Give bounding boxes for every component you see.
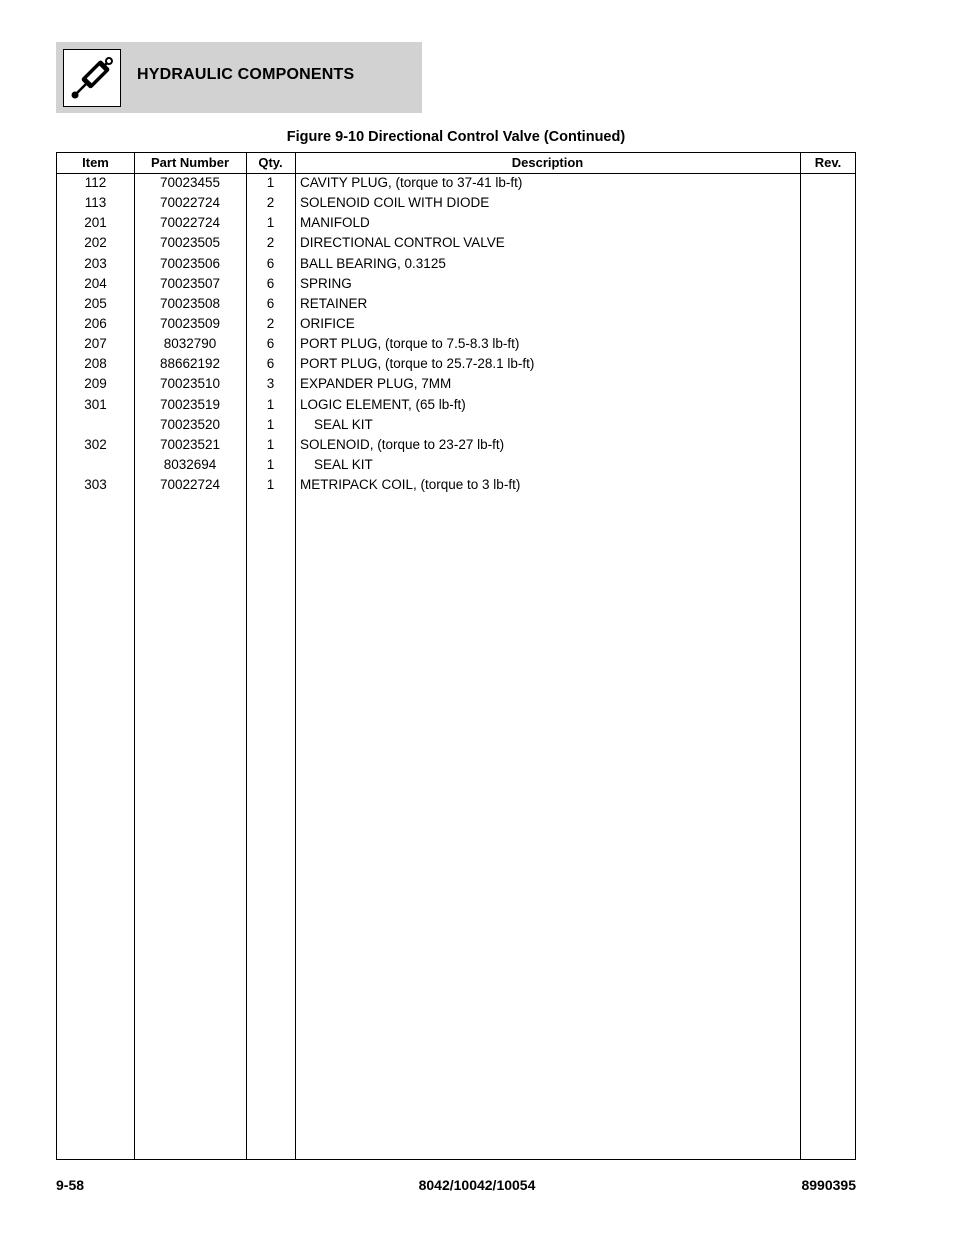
qty-cell: 1 xyxy=(266,175,275,190)
rev-cell xyxy=(800,274,856,294)
part-number-cell: 70023510 xyxy=(159,376,221,392)
description-cell: SOLENOID COIL WITH DIODE xyxy=(300,195,490,211)
rev-cell xyxy=(800,213,856,233)
item-cell: 207 xyxy=(84,336,107,352)
table-row xyxy=(57,314,855,334)
table-row xyxy=(57,415,855,435)
rev-cell xyxy=(800,294,856,314)
qty-cell: 1 xyxy=(266,456,275,472)
part-number-cell: 8032694 xyxy=(163,456,217,472)
figure-title: Figure 9-10 Directional Control Valve (Continued) xyxy=(286,129,626,145)
qty-cell: 2 xyxy=(266,315,275,331)
rev-cell xyxy=(800,415,856,435)
rev-cell xyxy=(800,254,856,274)
table-row xyxy=(57,294,855,314)
description-cell: MANIFOLD xyxy=(300,215,370,231)
part-number-cell: 70023507 xyxy=(159,275,221,291)
table-body xyxy=(57,173,855,495)
description-cell: PORT PLUG, (torque to 25.7-28.1 lb-ft) xyxy=(300,356,535,372)
column-header-rev: Rev. xyxy=(814,155,842,170)
qty-cell: 1 xyxy=(266,215,275,231)
section-title: HYDRAULIC COMPONENTS xyxy=(137,66,355,83)
qty-cell: 6 xyxy=(266,356,275,372)
column-header-description: Description xyxy=(511,155,584,170)
description-cell: BALL BEARING, 0.3125 xyxy=(300,255,446,271)
qty-cell: 3 xyxy=(266,376,275,392)
table-row xyxy=(57,475,855,495)
item-cell: 205 xyxy=(84,295,107,311)
table-row xyxy=(57,435,855,455)
rev-cell xyxy=(800,354,856,374)
part-number-cell: 70023509 xyxy=(159,315,221,331)
rev-cell xyxy=(800,314,856,334)
table-row xyxy=(57,395,855,415)
rev-cell xyxy=(800,233,856,253)
part-number-cell: 70022724 xyxy=(159,215,221,231)
item-cell: 208 xyxy=(84,356,107,372)
item-cell: 302 xyxy=(84,436,107,452)
table-row xyxy=(57,193,855,213)
description-cell: DIRECTIONAL CONTROL VALVE xyxy=(300,235,505,251)
description-cell: ORIFICE xyxy=(300,315,355,331)
description-cell: SPRING xyxy=(300,275,352,291)
part-number-cell: 70023506 xyxy=(159,255,221,271)
hydraulic-cylinder-icon xyxy=(63,49,121,107)
rev-cell xyxy=(800,334,856,354)
part-number-cell: 8032790 xyxy=(163,336,217,352)
item-cell: 112 xyxy=(84,175,107,190)
document-number: 8990395 xyxy=(801,1177,856,1193)
column-header-qty: Qty. xyxy=(258,155,283,170)
part-number-cell: 70022724 xyxy=(159,195,221,211)
description-cell: PORT PLUG, (torque to 7.5-8.3 lb-ft) xyxy=(300,336,520,352)
item-cell: 113 xyxy=(84,195,107,211)
qty-cell: 2 xyxy=(266,195,275,211)
item-cell: 202 xyxy=(84,235,107,251)
rev-cell xyxy=(800,435,856,455)
qty-cell: 1 xyxy=(266,477,275,493)
item-cell xyxy=(57,415,134,435)
part-number-cell: 88662192 xyxy=(159,356,221,372)
description-cell: METRIPACK COIL, (torque to 3 lb-ft) xyxy=(300,477,521,493)
description-cell: CAVITY PLUG, (torque to 37-41 lb-ft) xyxy=(300,175,523,190)
rev-cell xyxy=(800,173,856,193)
qty-cell: 2 xyxy=(266,235,275,251)
qty-cell: 6 xyxy=(266,295,275,311)
description-cell: EXPANDER PLUG, 7MM xyxy=(300,376,452,392)
column-header-part-number: Part Number xyxy=(150,155,230,170)
table-row xyxy=(57,274,855,294)
table-row xyxy=(57,173,855,193)
qty-cell: 6 xyxy=(266,336,275,352)
table-row xyxy=(57,334,855,354)
description-cell: SEAL KIT xyxy=(314,416,373,432)
rev-cell xyxy=(800,395,856,415)
description-cell: SOLENOID, (torque to 23-27 lb-ft) xyxy=(300,436,505,452)
qty-cell: 6 xyxy=(266,255,275,271)
item-cell xyxy=(57,455,134,475)
item-cell: 203 xyxy=(84,255,107,271)
table-row xyxy=(57,374,855,394)
part-number-cell: 70023455 xyxy=(159,175,221,190)
item-cell: 201 xyxy=(84,215,107,231)
part-number-cell: 70022724 xyxy=(159,477,221,493)
item-cell: 301 xyxy=(84,396,107,412)
rev-cell xyxy=(800,455,856,475)
table-row xyxy=(57,455,855,475)
item-cell: 204 xyxy=(84,275,107,291)
column-header-item: Item xyxy=(82,155,109,170)
part-number-cell: 70023520 xyxy=(159,416,221,432)
rev-cell xyxy=(800,475,856,495)
qty-cell: 1 xyxy=(266,436,275,452)
description-cell: SEAL KIT xyxy=(314,456,373,472)
qty-cell: 1 xyxy=(266,396,275,412)
rev-cell xyxy=(800,374,856,394)
part-number-cell: 70023521 xyxy=(159,436,221,452)
item-cell: 303 xyxy=(84,477,107,493)
table-row xyxy=(57,233,855,253)
table-row xyxy=(57,354,855,374)
part-number-cell: 70023505 xyxy=(159,235,221,251)
item-cell: 209 xyxy=(84,376,107,392)
model-numbers: 8042/10042/10054 xyxy=(418,1177,536,1193)
parts-table xyxy=(56,152,856,1160)
qty-cell: 1 xyxy=(266,416,275,432)
description-cell: LOGIC ELEMENT, (65 lb-ft) xyxy=(300,396,466,412)
part-number-cell: 70023519 xyxy=(159,396,221,412)
page-number: 9-58 xyxy=(56,1177,85,1193)
description-cell: RETAINER xyxy=(300,295,368,311)
table-row xyxy=(57,254,855,274)
table-row xyxy=(57,213,855,233)
item-cell: 206 xyxy=(84,315,107,331)
rev-cell xyxy=(800,193,856,213)
part-number-cell: 70023508 xyxy=(159,295,221,311)
qty-cell: 6 xyxy=(266,275,275,291)
